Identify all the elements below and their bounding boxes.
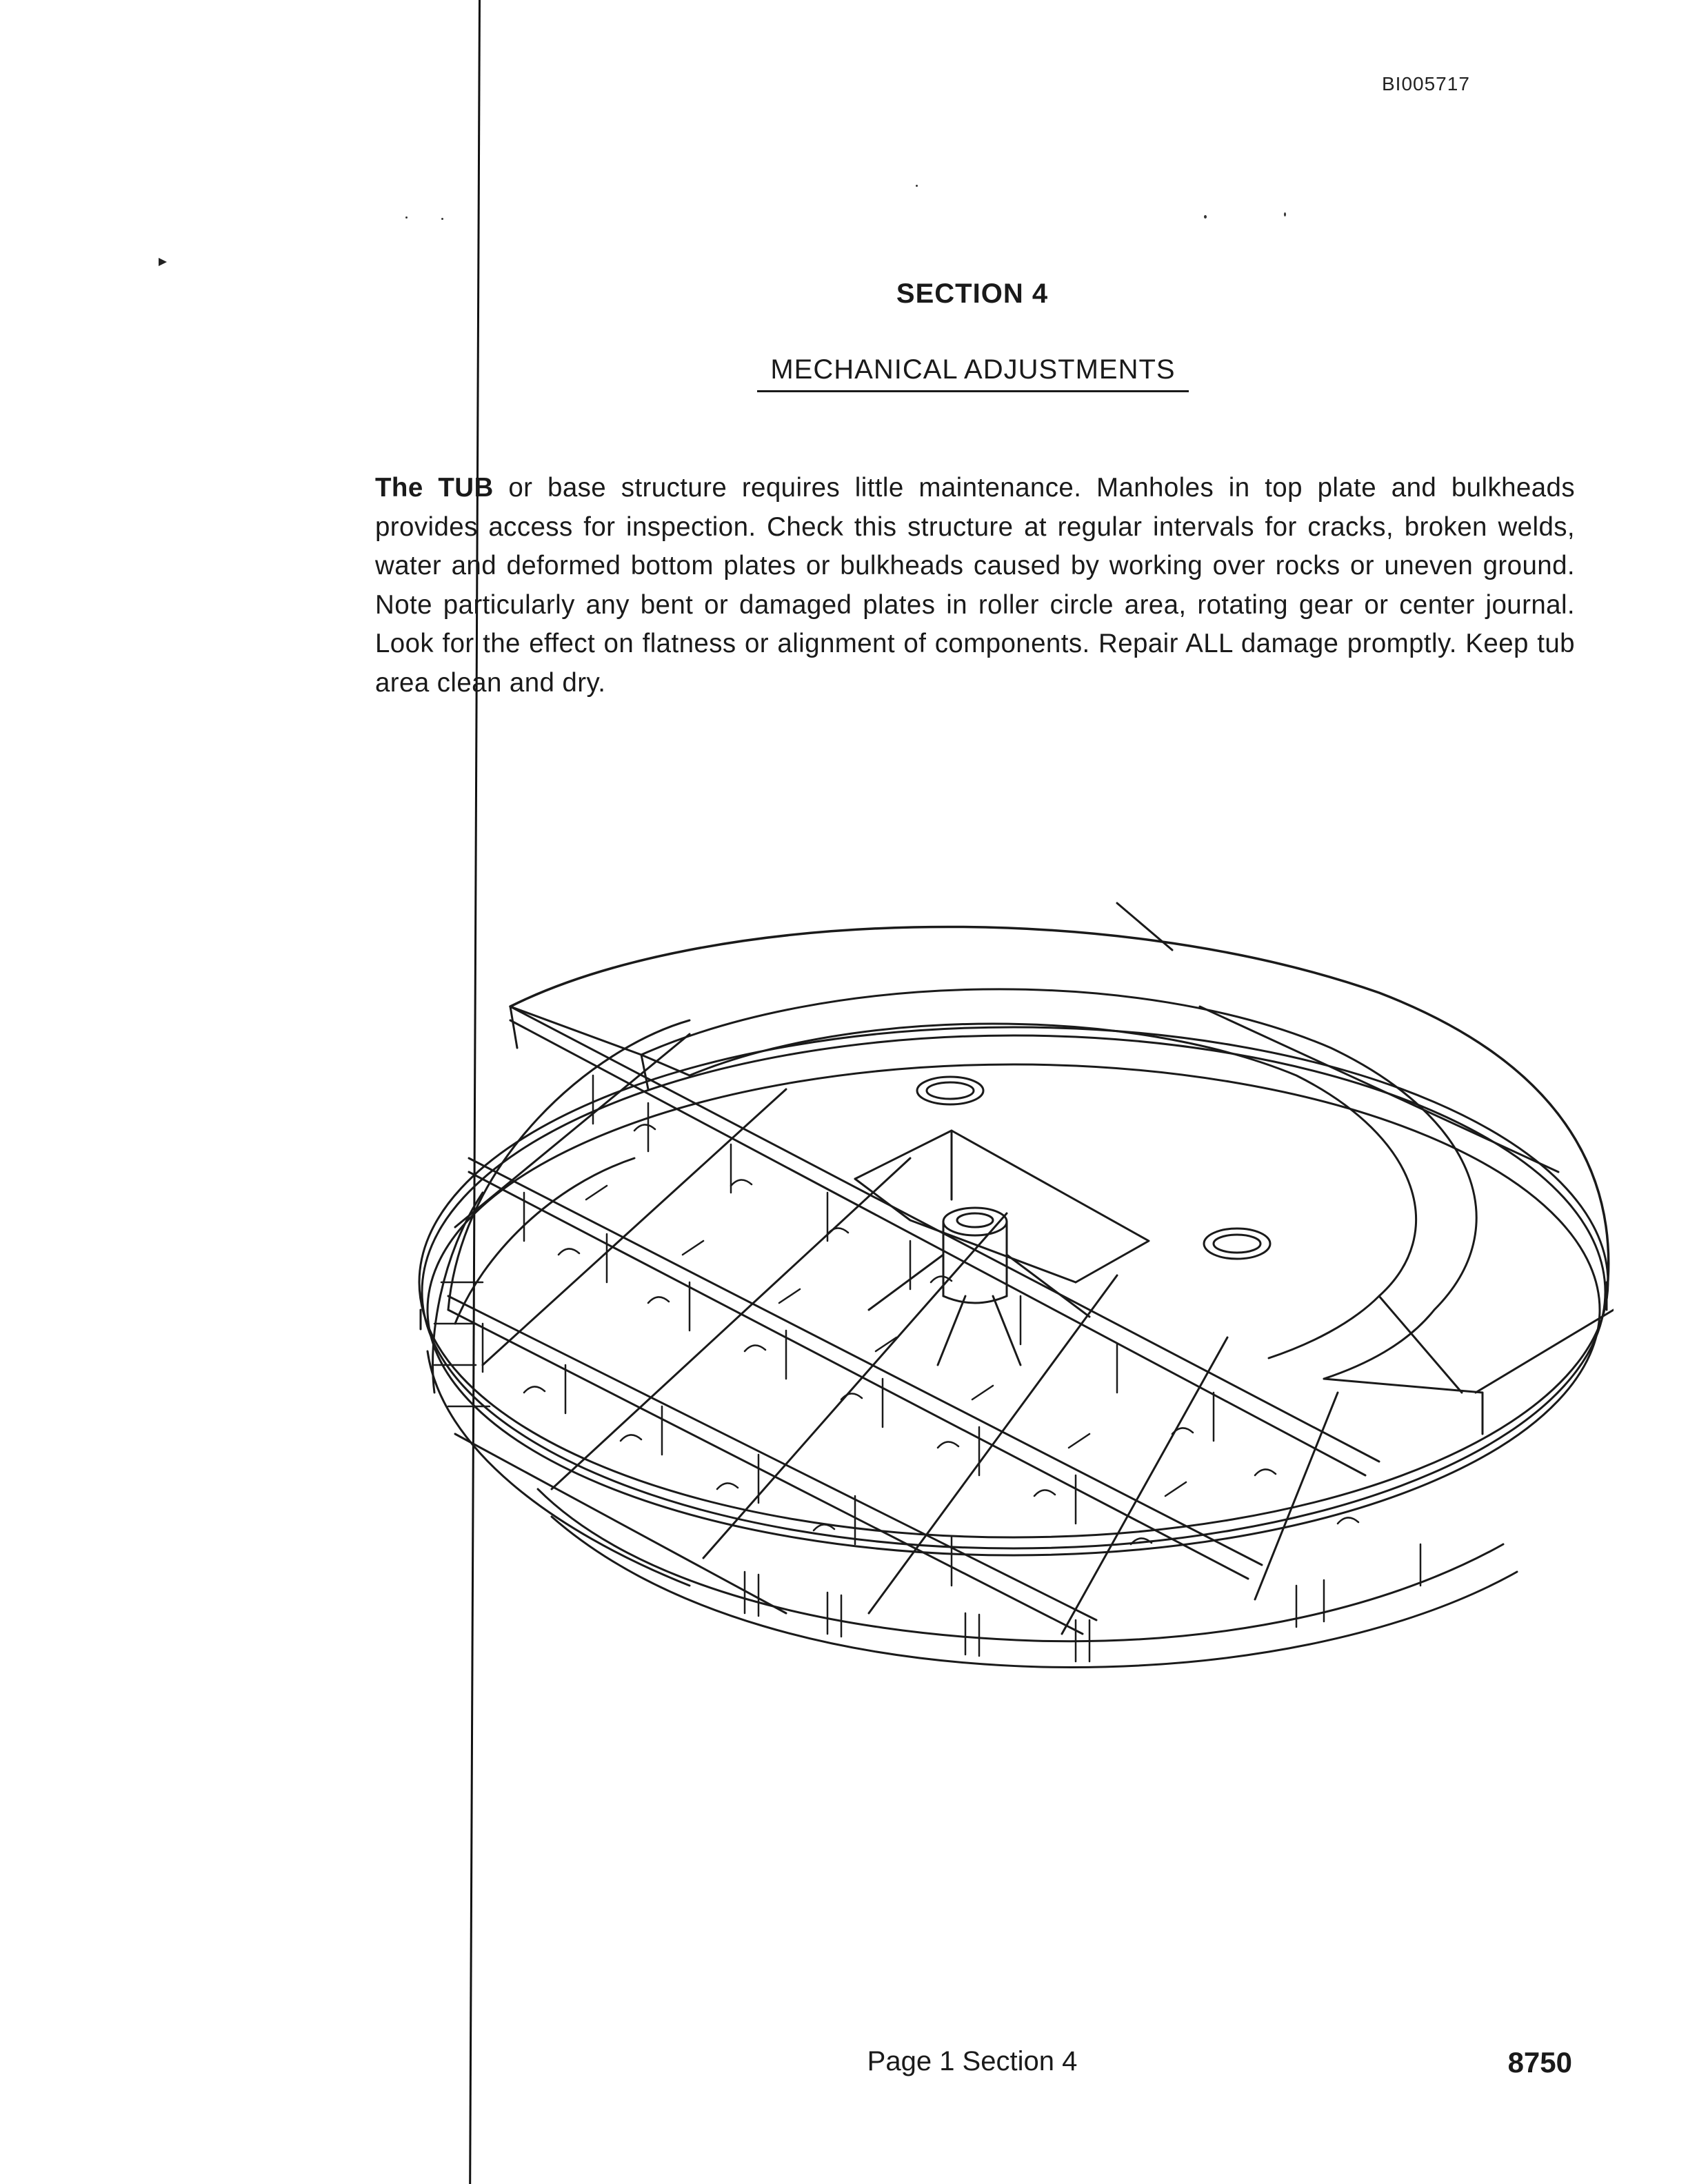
tub-structure-illustration: [345, 869, 1614, 1696]
scan-speck: [916, 185, 918, 187]
scan-speck: [405, 216, 408, 219]
section-subtitle: MECHANICAL ADJUSTMENTS: [770, 354, 1176, 385]
document-id: BI005717: [1382, 73, 1470, 94]
scan-speck: [1204, 215, 1207, 219]
manhole-top: [917, 1077, 983, 1104]
base-ring: [419, 1027, 1608, 1555]
footer-model-number: 8750: [1507, 2046, 1572, 2079]
bulkhead-cells: [483, 1075, 1358, 1586]
bulkhead-frame: [428, 1020, 1517, 1667]
manhole-right: [1204, 1228, 1270, 1259]
scan-speck: [441, 218, 443, 220]
footer-page-label: Page 1 Section 4: [867, 2046, 1078, 2076]
paragraph-lead: The TUB: [375, 473, 494, 503]
section-title: SECTION 4: [896, 279, 1049, 309]
scan-arrow-mark: [159, 258, 167, 266]
top-plate: [510, 903, 1614, 1434]
body-paragraph: [375, 469, 1575, 702]
center-journal: [855, 1131, 1149, 1365]
scan-speck: [1284, 212, 1286, 216]
subtitle-underline: [757, 390, 1189, 392]
paragraph-text: or base structure requires little maintenance. Manholes in top plate and bulkheads provides access for inspection. Check this structure at regular intervals for cracks, broken welds, water and deformed bottom plates or bulkheads caused by working over rocks or uneven ground. Note particularly any bent or damaged plates in roller circle area, rotating gear or center journal. Look for the effect on flatness or alignment of components. Repair ALL damage promptly. Keep tub area clean and dry.: [375, 473, 1575, 698]
grid-members: [448, 1007, 1379, 1634]
